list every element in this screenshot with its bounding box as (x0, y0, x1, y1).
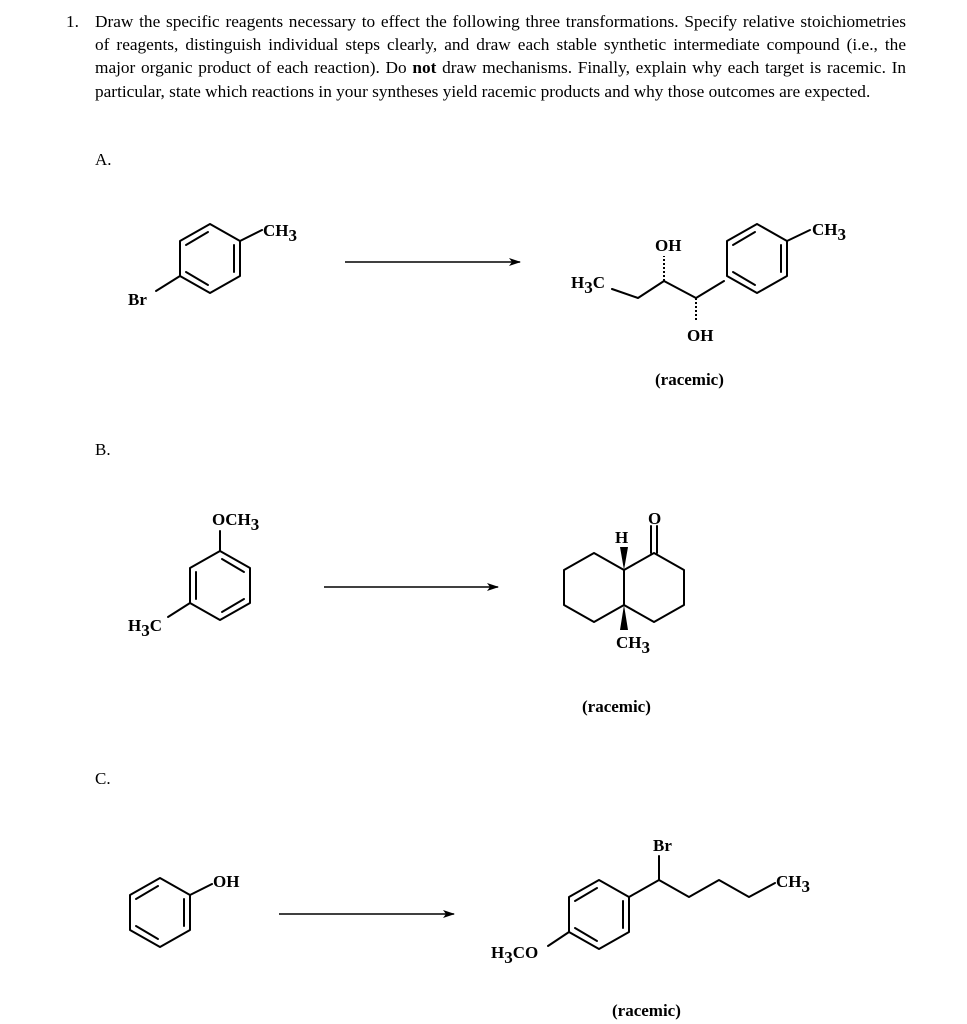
part-b-starting-material (128, 510, 259, 640)
methoxy-label: H3CO (491, 943, 539, 967)
question-number: 1. (66, 12, 79, 31)
racemic-note: (racemic) (655, 370, 724, 389)
part-a-starting-material (128, 221, 297, 309)
part-b-product (564, 509, 684, 716)
question-text-bold: not (412, 58, 437, 78)
bromo-label: Br (653, 836, 672, 855)
methoxy-label: OCH3 (212, 510, 260, 534)
part-c-starting-material (130, 872, 239, 947)
wedge-bond (620, 605, 628, 630)
methyl-label: CH3 (263, 221, 297, 245)
question-text-part2: draw mechanisms. Finally, explain why each target is racemic. In particular, state which reactions in your syntheses yield racemic products and why those outcomes are expected. (95, 58, 906, 101)
methyl-label: H3C (571, 273, 606, 297)
methyl-label: CH3 (616, 633, 650, 657)
hydrogen-label: H (615, 528, 629, 547)
hydroxyl-label: OH (655, 236, 682, 255)
hydroxyl-label: OH (213, 872, 240, 891)
benzene-ring (130, 878, 190, 947)
part-a-label: A. (95, 150, 112, 169)
benzene-ring (569, 880, 629, 949)
part-a-product (571, 220, 846, 389)
benzene-ring (727, 224, 787, 293)
racemic-note: (racemic) (582, 697, 651, 716)
oxygen-label: O (648, 509, 662, 528)
methyl-label: H3C (128, 616, 163, 640)
wedge-bond (620, 547, 628, 570)
hydroxyl-label: OH (687, 326, 714, 345)
racemic-note: (racemic) (612, 1001, 681, 1020)
benzene-ring (190, 551, 250, 620)
question-text-part1: Draw the specific reagents necessary to effect the following three transformations. Specify relative stoichiometries of reagents, distinguish individual steps clearly, and draw each stable synthetic intermediate compound (i.e., the major organic product of each reaction). Do (95, 12, 906, 78)
part-c-label: C. (95, 769, 111, 788)
part-c-product (491, 836, 810, 1020)
bromo-label: Br (128, 290, 147, 309)
benzene-ring (180, 224, 240, 293)
methyl-label: CH3 (812, 220, 846, 244)
methyl-label: CH3 (776, 872, 810, 896)
part-b-label: B. (95, 440, 111, 459)
